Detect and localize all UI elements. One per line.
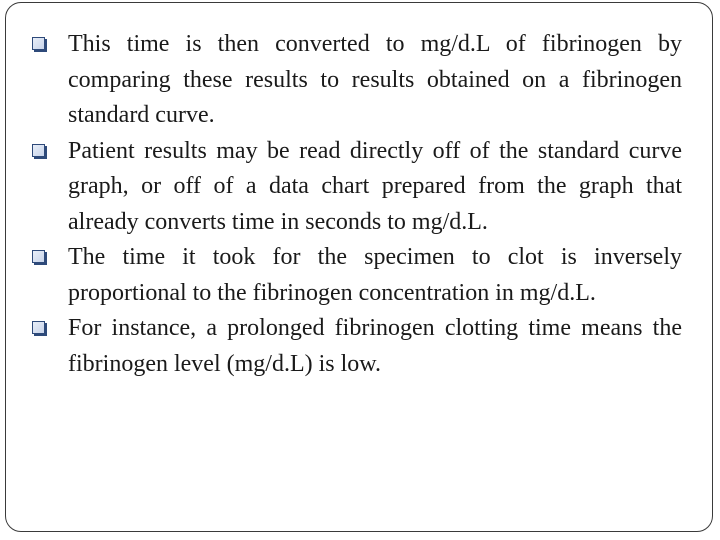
bullet-text: The time it took for the specimen to clot is inversely proportional to the fibrinogen concentration in mg/d.L. xyxy=(68,244,682,306)
bullet-list xyxy=(32,27,682,382)
bullet-text: This time is then converted to mg/d.L of fibrinogen by comparing these results to results obtained on a fibrinogen standard curve. xyxy=(68,31,682,128)
bullet-item-3 xyxy=(32,240,682,311)
checkbox-square-bullet-icon xyxy=(32,144,45,157)
bullet-item-1 xyxy=(32,27,682,134)
slide-frame xyxy=(5,2,713,532)
bullet-text: For instance, a prolonged fibrinogen clotting time means the fibrinogen level (mg/d.L) is low. xyxy=(68,315,682,377)
checkbox-square-bullet-icon xyxy=(32,321,45,334)
bullet-item-2 xyxy=(32,134,682,241)
checkbox-square-bullet-icon xyxy=(32,37,45,50)
checkbox-square-bullet-icon xyxy=(32,250,45,263)
bullet-text: Patient results may be read directly off of the standard curve graph, or off of a data chart prepared from the graph that already converts time in seconds to mg/d.L. xyxy=(68,137,682,235)
bullet-item-4 xyxy=(32,311,682,382)
